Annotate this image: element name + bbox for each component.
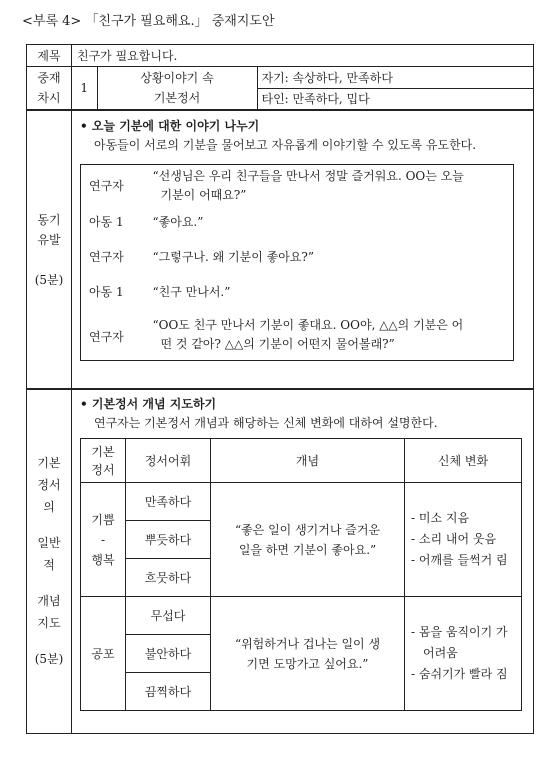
dialog-speaker: 연구자	[89, 250, 124, 264]
session-label: 중재 차시	[27, 67, 72, 111]
self-emotions: 자기: 속상하다, 만족하다	[257, 67, 533, 88]
document-title: <부록 4> 「친구가 필요해요.」 중재지도안	[22, 14, 275, 29]
emotion-fear: 공포	[81, 597, 126, 711]
header-body-change: 신체 변화	[405, 439, 522, 483]
guidance-heading: • 기본정서 개념 지도하기	[80, 397, 217, 411]
body-change-joy: - 미소 지음 - 소리 내어 웃음 - 어깨를 들썩거 림	[405, 483, 522, 597]
emotion-joy: 기쁨 - 행복	[81, 483, 126, 597]
header-vocab: 정서어휘	[126, 439, 211, 483]
header-emotion: 기본 정서	[81, 439, 126, 483]
vocab-word: 만족하다	[126, 483, 211, 521]
session-number: 1	[72, 67, 97, 109]
vocab-word: 흐뭇하다	[126, 559, 211, 597]
emotion-table	[80, 438, 522, 711]
motivation-heading: • 오늘 기분에 대한 이야기 나누기	[80, 119, 260, 133]
dialog-line: “OO도 친구 만나서 기분이 좋대요. OO야, △△의 기분은 어 떤 것 같아? △△의 기분이 어떤지 물어볼래?”	[152, 318, 464, 351]
session-topic: 상황이야기 속 기본정서	[97, 67, 257, 109]
dialog-line: “친구 만나서.”	[152, 285, 231, 299]
motivation-content	[72, 110, 534, 389]
vocab-word: 뿌듯하다	[126, 521, 211, 559]
vocab-word: 무섭다	[126, 597, 211, 635]
guidance-intro: 연구자는 기본정서 개념과 해당하는 신체 변화에 대하여 설명한다.	[94, 416, 438, 430]
other-emotions: 타인: 만족하다, 밉다	[261, 92, 370, 107]
dialog-box	[80, 164, 514, 361]
subject-label: 제목	[27, 45, 72, 67]
header-concept: 개념	[211, 439, 405, 483]
concept-joy: “좋은 일이 생기거나 즐거운 일을 하면 기분이 좋아요.”	[211, 483, 405, 597]
dialog-speaker: 아동 1	[89, 285, 124, 299]
vocab-word: 불안하다	[126, 635, 211, 673]
dialog-line: “선생님은 우리 친구들을 만나서 정말 즐거워요. OO는 오늘 기분이 어때요?”	[152, 169, 464, 202]
dialog-speaker: 아동 1	[89, 215, 124, 229]
body-change-fear: - 몸을 움직이기 가 어려움 - 숨쉬기가 빨라 짐	[405, 597, 522, 711]
dialog-line: “좋아요.”	[152, 215, 204, 229]
dialog-line: “그렇구나. 왜 기분이 좋아요?”	[152, 250, 314, 264]
motivation-label: 동기 유발 (5분)	[27, 110, 72, 389]
guidance-content	[72, 389, 534, 733]
subject-value: 친구가 필요합니다.	[72, 45, 534, 67]
session-detail	[72, 67, 533, 109]
lesson-plan-table	[26, 44, 534, 734]
dialog-speaker: 연구자	[89, 179, 124, 193]
vocab-word: 끔찍하다	[126, 673, 211, 711]
motivation-intro: 아동들이 서로의 기분을 물어보고 자유롭게 이야기할 수 있도록 유도한다.	[94, 138, 477, 152]
guidance-label: 기본 정서 의 일반 적 개념 지도 (5분)	[27, 389, 72, 733]
concept-fear: “위험하거나 겁나는 일이 생 기면 도망가고 싶어요.”	[211, 597, 405, 711]
dialog-speaker: 연구자	[89, 330, 124, 344]
